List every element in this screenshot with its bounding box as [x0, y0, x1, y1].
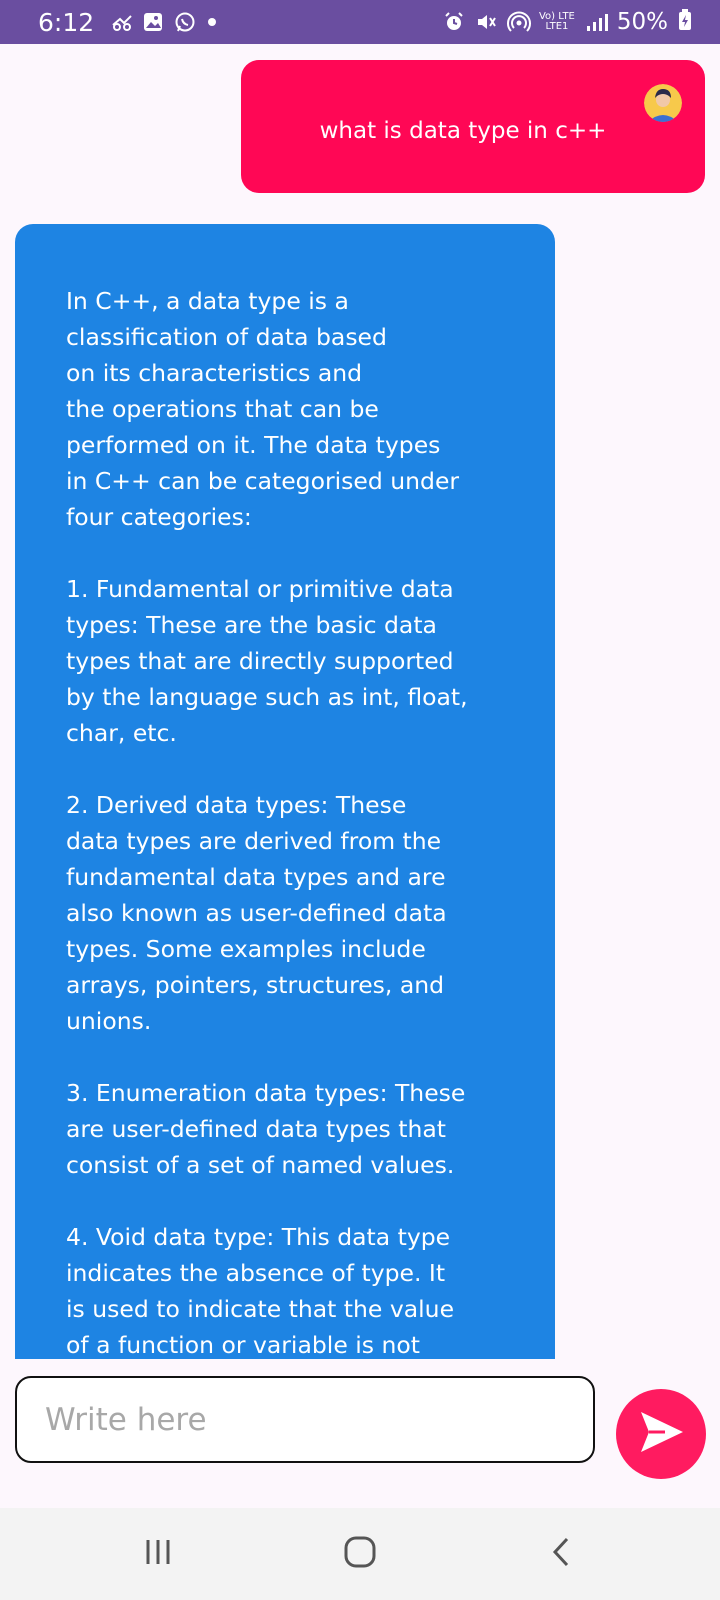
volte-label: Vo) LTE LTE1: [538, 11, 575, 32]
status-time: 6:12: [38, 7, 95, 37]
gallery-icon: [142, 11, 164, 33]
back-icon: [546, 1536, 578, 1572]
send-icon: [635, 1406, 687, 1462]
notification-dot-icon: [206, 13, 218, 32]
recents-button[interactable]: [134, 1530, 182, 1578]
send-button[interactable]: [616, 1389, 706, 1479]
recents-icon: [142, 1536, 174, 1572]
signal-icon: [585, 11, 607, 33]
back-button[interactable]: [538, 1530, 586, 1578]
home-icon: [343, 1535, 377, 1573]
user-message-bubble: [241, 60, 705, 193]
navigation-bar: [0, 1508, 720, 1600]
status-left: [38, 8, 218, 37]
link-icon: [110, 11, 132, 33]
user-avatar: [644, 84, 682, 122]
status-bar: [0, 0, 720, 44]
message-input-box[interactable]: [15, 1376, 595, 1463]
bot-message-text: In C++, a data type is a classification of data based on its characteristics and the operations that can be performed on it. The data types in C++ can be categorised under four categories: 1. Fundamental or primitive data types: These are the basic data types that are directly supported by the language such as int, float, char, etc. 2. Derived data types: These data types are derived from the fundamental data types and are also known as user-defined data types. Some examples include arrays, pointers, structures, and unions. 3. Enumeration data types: These are user-defined data types that consist of a set of named values. 4. Void data type: This data type indicates the absence of type. It is used to indicate that the value of a function or variable is not: [66, 287, 468, 1359]
user-message-text: what is data type in c++: [319, 118, 607, 144]
whatsapp-icon: [174, 11, 196, 33]
message-input[interactable]: [45, 1378, 565, 1461]
battery-icon: [678, 9, 692, 35]
mute-icon: [475, 11, 497, 33]
battery-percent: 50%: [616, 9, 668, 35]
status-right: [443, 9, 692, 35]
bot-message-bubble: [15, 224, 555, 1359]
home-button[interactable]: [336, 1530, 384, 1578]
alarm-icon: [443, 11, 465, 33]
hotspot-icon: [507, 11, 529, 33]
